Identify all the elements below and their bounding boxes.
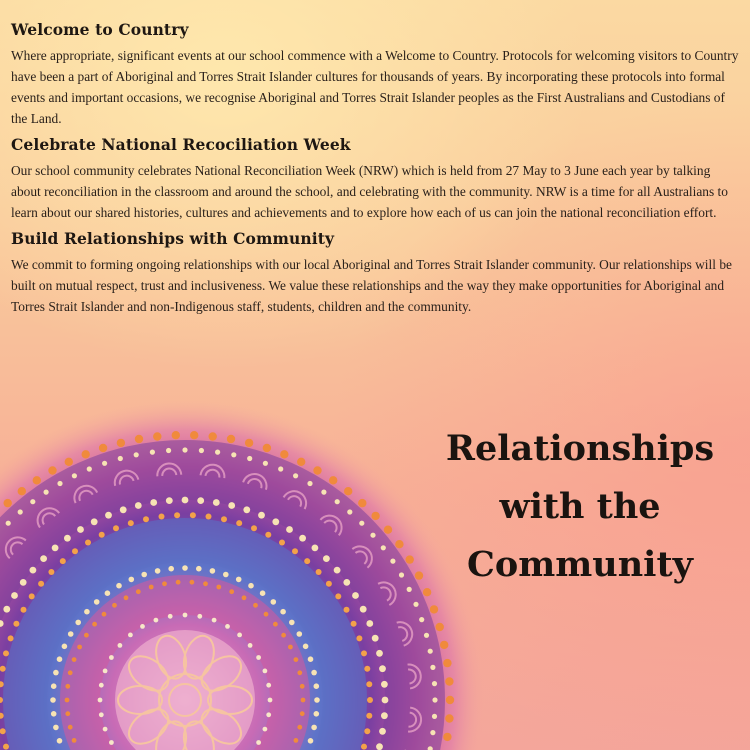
dot-orange bbox=[443, 659, 451, 667]
text-content bbox=[11, 20, 740, 323]
dot-orange bbox=[216, 585, 221, 590]
dot-orange bbox=[84, 633, 89, 638]
section-body: Our school community celebrates National Reconciliation Week (NRW) which is held from 27 May to 3 June each year by talking about reconciliation in the classroom and around the school, and celebrating with the community. NRW is a time for all Australians to learn about our shared histories, cultures and achievements and to explore how each of us can join the national reconciliation effort. bbox=[11, 163, 728, 220]
dot-cream bbox=[52, 545, 59, 552]
dot-orange bbox=[102, 612, 107, 617]
dot-orange bbox=[358, 499, 366, 507]
dot-cream bbox=[53, 725, 59, 731]
dot-cream bbox=[109, 740, 114, 745]
dot-orange bbox=[251, 525, 257, 531]
dot-orange bbox=[72, 738, 77, 743]
dot-orange bbox=[135, 435, 143, 443]
dot-orange bbox=[335, 593, 341, 599]
dot-cream bbox=[182, 497, 189, 504]
dot-orange bbox=[361, 744, 367, 750]
dot-cream bbox=[334, 567, 341, 574]
dot-cream bbox=[424, 633, 429, 638]
dot-cream bbox=[103, 727, 108, 732]
dot-orange bbox=[281, 633, 286, 638]
poster-title bbox=[430, 420, 730, 594]
dot-orange bbox=[38, 581, 44, 587]
dot-cream bbox=[359, 521, 364, 526]
dot-orange bbox=[60, 558, 66, 564]
dot-orange bbox=[33, 476, 41, 484]
dot-orange bbox=[351, 621, 357, 627]
dot-orange bbox=[117, 439, 125, 447]
dot-orange bbox=[297, 458, 305, 466]
dot-orange bbox=[82, 450, 90, 458]
dot-orange bbox=[265, 532, 271, 538]
dot-cream bbox=[141, 572, 147, 578]
dot-orange bbox=[384, 526, 392, 534]
dot-cream bbox=[53, 670, 59, 676]
dot-orange bbox=[77, 645, 82, 650]
dot-orange bbox=[113, 525, 119, 531]
dot-cream bbox=[134, 452, 139, 457]
dot-orange bbox=[326, 581, 332, 587]
dot-cream bbox=[256, 655, 261, 660]
dot-orange bbox=[65, 698, 70, 703]
dot-cream bbox=[154, 618, 159, 623]
section-build-relationships bbox=[11, 229, 740, 317]
dot-orange bbox=[128, 520, 134, 526]
dot-cream bbox=[103, 669, 108, 674]
dot-cream bbox=[399, 572, 404, 577]
dot-orange bbox=[190, 431, 198, 439]
dot-cream bbox=[87, 466, 92, 471]
dot-orange bbox=[99, 444, 107, 452]
dot-cream bbox=[168, 614, 173, 619]
dot-orange bbox=[245, 439, 253, 447]
dot-cream bbox=[84, 609, 90, 615]
dot-orange bbox=[263, 444, 271, 452]
dot-cream bbox=[407, 587, 412, 592]
dot-cream bbox=[376, 650, 383, 657]
dot-cream bbox=[150, 450, 155, 455]
dot-cream bbox=[20, 579, 27, 586]
dot-cream bbox=[57, 738, 63, 744]
dot-cream bbox=[299, 535, 306, 542]
dot-cream bbox=[99, 712, 104, 717]
dot-cream bbox=[247, 456, 252, 461]
dot-orange bbox=[445, 714, 453, 722]
dot-orange bbox=[301, 698, 306, 703]
section-heading: Celebrate National Recociliation Week bbox=[11, 135, 351, 154]
dot-cream bbox=[360, 606, 367, 613]
dot-cream bbox=[135, 502, 142, 509]
dot-cream bbox=[266, 683, 271, 688]
dot-orange bbox=[395, 540, 403, 548]
dot-orange bbox=[236, 520, 242, 526]
dot-cream bbox=[347, 509, 352, 514]
section-heading: Build Relationships with Community bbox=[11, 229, 335, 248]
dot-orange bbox=[329, 476, 337, 484]
dot-cream bbox=[44, 490, 49, 495]
dot-orange bbox=[48, 466, 56, 474]
dot-orange bbox=[288, 645, 293, 650]
dot-orange bbox=[242, 595, 247, 600]
dot-orange bbox=[367, 697, 373, 703]
dot-cream bbox=[321, 490, 326, 495]
dot-cream bbox=[376, 743, 383, 750]
dot-cream bbox=[118, 643, 123, 648]
dot-cream bbox=[293, 473, 298, 478]
dot-cream bbox=[11, 592, 18, 599]
dot-cream bbox=[312, 545, 319, 552]
dot-cream bbox=[272, 518, 279, 525]
dot-orange bbox=[292, 548, 298, 554]
dot-orange bbox=[72, 657, 77, 662]
dot-cream bbox=[62, 644, 68, 650]
dot-orange bbox=[279, 540, 285, 546]
dot-cream bbox=[197, 614, 202, 619]
dot-cream bbox=[166, 448, 171, 453]
dot-orange bbox=[8, 635, 14, 641]
dot-cream bbox=[381, 712, 388, 719]
dot-orange bbox=[72, 548, 78, 554]
dot-orange bbox=[29, 593, 35, 599]
dot-cream bbox=[68, 631, 74, 637]
dot-cream bbox=[419, 617, 424, 622]
dot-orange bbox=[65, 684, 70, 689]
dot-cream bbox=[30, 499, 35, 504]
dot-cream bbox=[430, 665, 435, 670]
dot-cream bbox=[266, 712, 271, 717]
dot-orange bbox=[206, 514, 212, 520]
dot-cream bbox=[120, 506, 127, 513]
dot-orange bbox=[21, 607, 27, 613]
dot-cream bbox=[40, 555, 47, 562]
dot-orange bbox=[344, 607, 350, 613]
dot-orange bbox=[294, 657, 299, 662]
dot-cream bbox=[256, 740, 261, 745]
dot-cream bbox=[366, 620, 373, 627]
dot-cream bbox=[335, 499, 340, 504]
dot-cream bbox=[390, 559, 395, 564]
dot-cream bbox=[57, 481, 62, 486]
dot-cream bbox=[432, 714, 437, 719]
dot-cream bbox=[258, 512, 265, 519]
dot-cream bbox=[50, 697, 56, 703]
dot-cream bbox=[432, 681, 437, 686]
dot-cream bbox=[297, 631, 303, 637]
dot-cream bbox=[248, 583, 254, 589]
dot-cream bbox=[303, 644, 309, 650]
dot-orange bbox=[446, 696, 454, 704]
dot-cream bbox=[51, 683, 57, 689]
dot-orange bbox=[227, 435, 235, 443]
dot-cream bbox=[213, 499, 220, 506]
dot-cream bbox=[77, 526, 84, 533]
dot-orange bbox=[190, 512, 196, 518]
dot-orange bbox=[440, 641, 448, 649]
dot-cream bbox=[6, 521, 11, 526]
dot-orange bbox=[153, 432, 161, 440]
dot-orange bbox=[300, 684, 305, 689]
section-body: We commit to forming ongoing relationships with our local Aboriginal and Torres Strait Islander community. Our relationships will be built on mutual respect, trust and inclusiveness. We value these relationships and the way they make opportunities for Aboriginal and Torres Strait Islander and non-Indigenous staff, students, children and the community. bbox=[11, 257, 732, 314]
dot-cream bbox=[18, 509, 23, 514]
dot-cream bbox=[166, 497, 173, 504]
dot-cream bbox=[308, 738, 314, 744]
section-reconciliation-week bbox=[11, 135, 740, 223]
dot-cream bbox=[263, 669, 268, 674]
dot-cream bbox=[237, 633, 242, 638]
dot-cream bbox=[289, 620, 295, 626]
dot-orange bbox=[356, 635, 362, 641]
dot-cream bbox=[307, 481, 312, 486]
dot-cream bbox=[231, 452, 236, 457]
dot-orange bbox=[221, 516, 227, 522]
dot-orange bbox=[294, 738, 299, 743]
dot-orange bbox=[172, 431, 180, 439]
dot-cream bbox=[105, 590, 111, 596]
dot-cream bbox=[413, 602, 418, 607]
dot-cream bbox=[118, 456, 123, 461]
dot-cream bbox=[128, 633, 133, 638]
dot-orange bbox=[68, 725, 73, 730]
dot-cream bbox=[91, 518, 98, 525]
dot-cream bbox=[280, 609, 286, 615]
dot-cream bbox=[314, 683, 320, 689]
dot-cream bbox=[278, 466, 283, 471]
dot-orange bbox=[361, 650, 367, 656]
dot-orange bbox=[436, 623, 444, 631]
dot-orange bbox=[149, 585, 154, 590]
dot-orange bbox=[273, 622, 278, 627]
title-line: Community bbox=[467, 544, 693, 585]
dot-orange bbox=[92, 622, 97, 627]
dot-orange bbox=[371, 512, 379, 520]
dot-cream bbox=[102, 461, 107, 466]
dot-orange bbox=[85, 540, 91, 546]
dot-orange bbox=[316, 569, 322, 575]
dot-cream bbox=[196, 566, 202, 572]
dot-cream bbox=[129, 577, 135, 583]
dot-cream bbox=[225, 624, 230, 629]
dot-orange bbox=[297, 670, 302, 675]
title-line: Relationships bbox=[445, 428, 715, 469]
dot-cream bbox=[116, 583, 122, 589]
dot-orange bbox=[264, 612, 269, 617]
dot-orange bbox=[209, 432, 217, 440]
dot-cream bbox=[223, 572, 229, 578]
dot-cream bbox=[199, 448, 204, 453]
dot-orange bbox=[190, 580, 195, 585]
dot-orange bbox=[3, 744, 9, 750]
dot-orange bbox=[313, 466, 321, 474]
dot-cream bbox=[212, 618, 217, 623]
dot-orange bbox=[445, 677, 453, 685]
dot-cream bbox=[430, 730, 435, 735]
dot-cream bbox=[432, 697, 437, 702]
dot-cream bbox=[260, 590, 266, 596]
dot-orange bbox=[366, 681, 372, 687]
dot-cream bbox=[72, 473, 77, 478]
section-welcome-to-country bbox=[11, 20, 740, 129]
dot-orange bbox=[406, 555, 414, 563]
dot-orange bbox=[112, 603, 117, 608]
dot-orange bbox=[297, 725, 302, 730]
dot-cream bbox=[323, 555, 330, 562]
dot-cream bbox=[263, 461, 268, 466]
dot-cream bbox=[271, 599, 277, 605]
dot-cream bbox=[64, 535, 71, 542]
dot-cream bbox=[370, 533, 375, 538]
dot-cream bbox=[183, 613, 188, 618]
dot-orange bbox=[124, 595, 129, 600]
dot-cream bbox=[99, 683, 104, 688]
dot-cream bbox=[94, 599, 100, 605]
dot-cream bbox=[140, 624, 145, 629]
dot-orange bbox=[364, 666, 370, 672]
dot-cream bbox=[428, 649, 433, 654]
dot-orange bbox=[253, 603, 258, 608]
dot-cream bbox=[182, 565, 188, 571]
dot-cream bbox=[343, 579, 350, 586]
dot-cream bbox=[236, 577, 242, 583]
dot-cream bbox=[243, 506, 250, 513]
dot-cream bbox=[109, 655, 114, 660]
dot-cream bbox=[150, 499, 157, 506]
dot-orange bbox=[364, 728, 370, 734]
dot-orange bbox=[3, 650, 9, 656]
dot-cream bbox=[311, 670, 317, 676]
dot-orange bbox=[68, 670, 73, 675]
dot-orange bbox=[162, 581, 167, 586]
dot-cream bbox=[381, 545, 386, 550]
dot-orange bbox=[13, 621, 19, 627]
dot-cream bbox=[228, 502, 235, 509]
dot-cream bbox=[168, 566, 174, 572]
dot-orange bbox=[136, 589, 141, 594]
dot-cream bbox=[98, 698, 103, 703]
dot-cream bbox=[155, 568, 161, 574]
dot-orange bbox=[344, 487, 352, 495]
dot-cream bbox=[248, 643, 253, 648]
dot-orange bbox=[366, 713, 372, 719]
dot-cream bbox=[286, 526, 293, 533]
dot-cream bbox=[379, 665, 386, 672]
dot-cream bbox=[182, 447, 187, 452]
dot-cream bbox=[382, 697, 389, 704]
dot-cream bbox=[381, 681, 388, 688]
dot-cream bbox=[75, 620, 81, 626]
dot-cream bbox=[352, 592, 359, 599]
dot-orange bbox=[99, 532, 105, 538]
dot-cream bbox=[197, 497, 204, 504]
dot-cream bbox=[311, 725, 317, 731]
dot-cream bbox=[105, 512, 112, 519]
dot-orange bbox=[415, 571, 423, 579]
dot-orange bbox=[4, 499, 12, 507]
dot-cream bbox=[57, 656, 63, 662]
dot-cream bbox=[210, 568, 216, 574]
dot-orange bbox=[174, 512, 180, 518]
dot-cream bbox=[263, 727, 268, 732]
dot-orange bbox=[18, 487, 26, 495]
dot-orange bbox=[430, 605, 438, 613]
dot-orange bbox=[443, 733, 451, 741]
dot-cream bbox=[51, 711, 57, 717]
dot-cream bbox=[372, 635, 379, 642]
dot-cream bbox=[379, 728, 386, 735]
dot-cream bbox=[308, 656, 314, 662]
section-body: Where appropriate, significant events at our school commence with a Welcome to Country. Protocols for welcoming visitors to Country have been a part of Aboriginal and Torres Strait Islander cultures for thousands of years. By incorporating these protocols into formal events and important occasions, we recognise Aboriginal and Torres Strait Islander peoples as the First Australians and Custodians of the Land. bbox=[11, 48, 739, 126]
dot-cream bbox=[268, 698, 273, 703]
dot-cream bbox=[314, 697, 320, 703]
dot-orange bbox=[304, 558, 310, 564]
dot-cream bbox=[3, 606, 10, 613]
dot-orange bbox=[143, 516, 149, 522]
dot-orange bbox=[203, 581, 208, 586]
dot-orange bbox=[65, 458, 73, 466]
dot-cream bbox=[215, 450, 220, 455]
dot-orange bbox=[229, 589, 234, 594]
dot-orange bbox=[280, 450, 288, 458]
dot-orange bbox=[176, 580, 181, 585]
title-line: with the bbox=[499, 486, 661, 527]
dot-orange bbox=[48, 569, 54, 575]
dot-orange bbox=[300, 711, 305, 716]
dot-orange bbox=[65, 711, 70, 716]
section-heading: Welcome to Country bbox=[11, 20, 189, 39]
dot-cream bbox=[314, 711, 320, 717]
dot-orange bbox=[159, 514, 165, 520]
dot-cream bbox=[30, 567, 37, 574]
